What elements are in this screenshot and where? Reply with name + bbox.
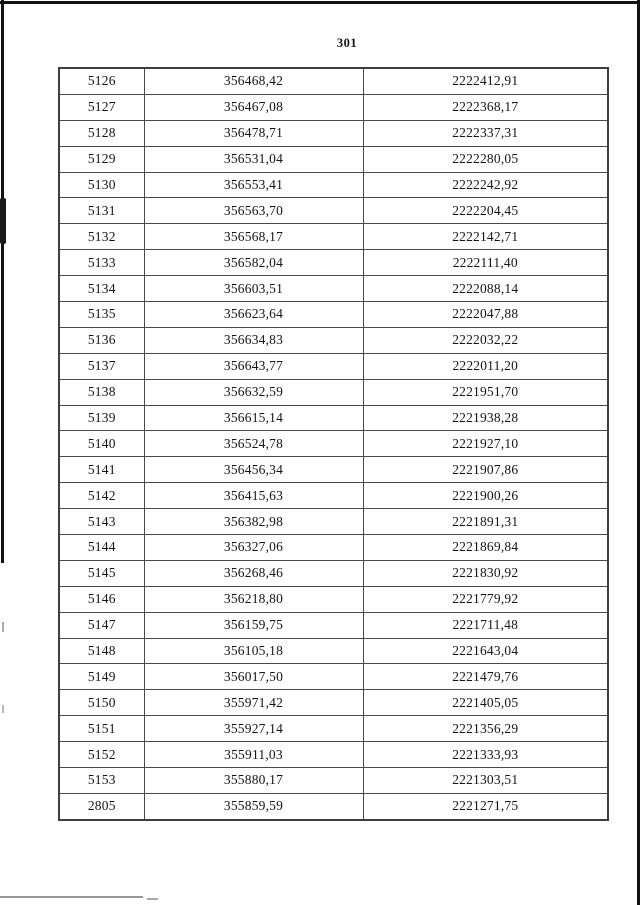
table-row <box>59 172 608 198</box>
table-cell-coordinate-x: 356327,06 <box>144 535 363 561</box>
table-cell-coordinate-x: 356478,71 <box>144 120 363 146</box>
table-cell-coordinate-y: 2222111,40 <box>363 250 608 276</box>
table-row <box>59 120 608 146</box>
table-cell-coordinate-y: 2221779,92 <box>363 586 608 612</box>
table-cell-coordinate-y: 2221333,93 <box>363 742 608 768</box>
table-row <box>59 405 608 431</box>
table-cell-coordinate-x: 356615,14 <box>144 405 363 431</box>
table-cell-point-number: 5135 <box>59 302 144 328</box>
table-cell-coordinate-x: 355927,14 <box>144 716 363 742</box>
table-row <box>59 146 608 172</box>
table-cell-coordinate-x: 356159,75 <box>144 612 363 638</box>
table-cell-coordinate-y: 2221907,86 <box>363 457 608 483</box>
table-cell-coordinate-y: 2222047,88 <box>363 302 608 328</box>
table-row <box>59 560 608 586</box>
table-cell-point-number: 5126 <box>59 68 144 94</box>
table-row <box>59 586 608 612</box>
table-cell-point-number: 5132 <box>59 224 144 250</box>
table-cell-coordinate-x: 356563,70 <box>144 198 363 224</box>
table-cell-point-number: 5136 <box>59 327 144 353</box>
table-cell-coordinate-y: 2221643,04 <box>363 638 608 664</box>
table-row <box>59 716 608 742</box>
table-cell-coordinate-x: 356643,77 <box>144 353 363 379</box>
table-row <box>59 509 608 535</box>
table-cell-coordinate-x: 356531,04 <box>144 146 363 172</box>
table-row <box>59 250 608 276</box>
table-cell-point-number: 5140 <box>59 431 144 457</box>
table-cell-coordinate-x: 356268,46 <box>144 560 363 586</box>
table-row <box>59 638 608 664</box>
table-cell-point-number: 5147 <box>59 612 144 638</box>
table-cell-coordinate-x: 356468,42 <box>144 68 363 94</box>
table-cell-coordinate-y: 2221711,48 <box>363 612 608 638</box>
table-cell-point-number: 5145 <box>59 560 144 586</box>
table-cell-point-number: 5138 <box>59 379 144 405</box>
table-cell-coordinate-x: 355859,59 <box>144 793 363 819</box>
table-cell-point-number: 5148 <box>59 638 144 664</box>
table-cell-coordinate-x: 355880,17 <box>144 768 363 794</box>
table-cell-coordinate-x: 356634,83 <box>144 327 363 353</box>
table-cell-point-number: 2805 <box>59 793 144 819</box>
table-cell-coordinate-y: 2222088,14 <box>363 276 608 302</box>
table-cell-coordinate-y: 2221271,75 <box>363 793 608 819</box>
table-row <box>59 327 608 353</box>
table-row <box>59 664 608 690</box>
table-cell-coordinate-x: 356553,41 <box>144 172 363 198</box>
coordinate-table <box>58 67 609 821</box>
table-row <box>59 690 608 716</box>
table-cell-coordinate-x: 356582,04 <box>144 250 363 276</box>
table-cell-coordinate-x: 356017,50 <box>144 664 363 690</box>
scan-artifact-dash <box>2 622 4 632</box>
table-cell-point-number: 5144 <box>59 535 144 561</box>
table-cell-coordinate-x: 356218,80 <box>144 586 363 612</box>
table-row <box>59 379 608 405</box>
table-row <box>59 457 608 483</box>
table-row <box>59 768 608 794</box>
scan-border-top <box>0 1 640 4</box>
table-row <box>59 224 608 250</box>
table-cell-point-number: 5134 <box>59 276 144 302</box>
table-cell-coordinate-y: 2222032,22 <box>363 327 608 353</box>
table-cell-coordinate-y: 2222204,45 <box>363 198 608 224</box>
table-cell-coordinate-x: 356382,98 <box>144 509 363 535</box>
table-cell-point-number: 5146 <box>59 586 144 612</box>
table-cell-coordinate-y: 2221405,05 <box>363 690 608 716</box>
table-cell-coordinate-y: 2221938,28 <box>363 405 608 431</box>
table-cell-point-number: 5127 <box>59 94 144 120</box>
table-cell-coordinate-y: 2222337,31 <box>363 120 608 146</box>
table-cell-point-number: 5142 <box>59 483 144 509</box>
table-cell-coordinate-y: 2221900,26 <box>363 483 608 509</box>
table-cell-coordinate-x: 355971,42 <box>144 690 363 716</box>
scan-border-left <box>1 0 4 563</box>
table-cell-coordinate-y: 2221891,31 <box>363 509 608 535</box>
table-cell-coordinate-y: 2221356,29 <box>363 716 608 742</box>
scan-bottom-line <box>0 896 143 898</box>
table-cell-coordinate-y: 2222242,92 <box>363 172 608 198</box>
table-cell-coordinate-y: 2221479,76 <box>363 664 608 690</box>
page-number: 301 <box>336 36 358 50</box>
table-cell-coordinate-y: 2222280,05 <box>363 146 608 172</box>
table-row <box>59 483 608 509</box>
table-cell-coordinate-y: 2222011,20 <box>363 353 608 379</box>
table-row <box>59 612 608 638</box>
table-cell-point-number: 5131 <box>59 198 144 224</box>
table-cell-coordinate-x: 355911,03 <box>144 742 363 768</box>
table-cell-coordinate-y: 2222142,71 <box>363 224 608 250</box>
table-cell-point-number: 5129 <box>59 146 144 172</box>
scan-bottom-dash <box>147 898 158 900</box>
coordinate-table-body <box>59 68 608 820</box>
table-cell-coordinate-x: 356415,63 <box>144 483 363 509</box>
table-row <box>59 198 608 224</box>
table-cell-point-number: 5139 <box>59 405 144 431</box>
table-row <box>59 68 608 94</box>
table-row <box>59 94 608 120</box>
table-row <box>59 353 608 379</box>
table-cell-point-number: 5137 <box>59 353 144 379</box>
table-cell-coordinate-y: 2221869,84 <box>363 535 608 561</box>
table-cell-point-number: 5152 <box>59 742 144 768</box>
table-cell-coordinate-x: 356105,18 <box>144 638 363 664</box>
table-cell-point-number: 5150 <box>59 690 144 716</box>
table-cell-coordinate-y: 2222412,91 <box>363 68 608 94</box>
table-row <box>59 276 608 302</box>
table-row <box>59 535 608 561</box>
table-cell-point-number: 5151 <box>59 716 144 742</box>
table-cell-coordinate-x: 356603,51 <box>144 276 363 302</box>
scan-artifact-blob <box>0 198 6 244</box>
table-cell-point-number: 5143 <box>59 509 144 535</box>
table-cell-point-number: 5141 <box>59 457 144 483</box>
table-row <box>59 302 608 328</box>
table-cell-point-number: 5128 <box>59 120 144 146</box>
table-cell-coordinate-y: 2221830,92 <box>363 560 608 586</box>
table-cell-coordinate-x: 356632,59 <box>144 379 363 405</box>
table-cell-point-number: 5149 <box>59 664 144 690</box>
table-cell-point-number: 5130 <box>59 172 144 198</box>
scan-artifact-dash <box>2 705 4 713</box>
table-cell-coordinate-y: 2221927,10 <box>363 431 608 457</box>
table-cell-coordinate-x: 356568,17 <box>144 224 363 250</box>
table-cell-coordinate-y: 2221303,51 <box>363 768 608 794</box>
table-row <box>59 431 608 457</box>
table-cell-coordinate-y: 2221951,70 <box>363 379 608 405</box>
table-row <box>59 742 608 768</box>
table-row <box>59 793 608 819</box>
table-cell-coordinate-y: 2222368,17 <box>363 94 608 120</box>
table-cell-coordinate-x: 356467,08 <box>144 94 363 120</box>
table-cell-coordinate-x: 356524,78 <box>144 431 363 457</box>
table-cell-coordinate-x: 356456,34 <box>144 457 363 483</box>
table-cell-coordinate-x: 356623,64 <box>144 302 363 328</box>
table-cell-point-number: 5153 <box>59 768 144 794</box>
table-cell-point-number: 5133 <box>59 250 144 276</box>
